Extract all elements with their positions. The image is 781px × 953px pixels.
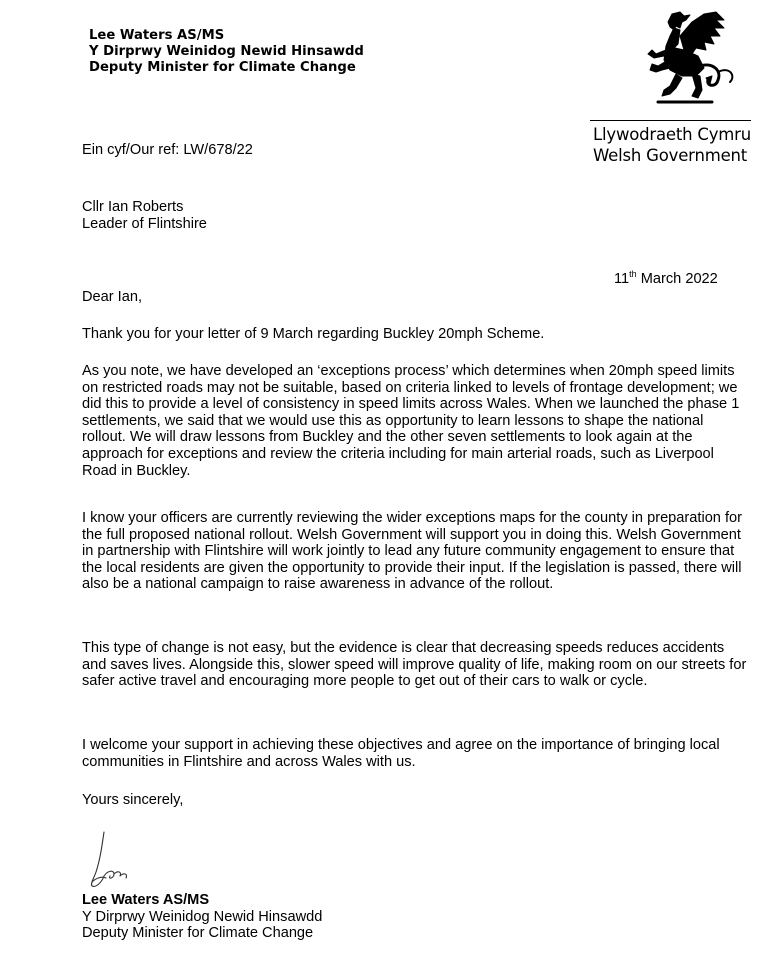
paragraph: As you note, we have developed an ‘exceptions process’ which determines when 20mph speed limits on restricted roads may not be suitable, based on criteria linked to levels of frontage development; we did this to provide a level of consistency in speed limits across Wales. When we launched the phase 1 settlements, we said that we would use this as opportunity to learn lessons to shape the national rollout. We will draw lessons from Buckley and the other seven settlements to look again at the approach for exceptions and review the criteria including for main arterial roads, such as Liverpool Road in Buckley.: [82, 363, 740, 479]
handwritten-signature: [82, 826, 184, 892]
paragraph: I welcome your support in achieving these objectives and agree on the importance of bringing local communities in Flintshire and across Wales with us.: [82, 737, 720, 770]
date-suffix: th: [629, 269, 637, 280]
signoff-title-welsh: Y Dirprwy Weinidog Newid Hinsawdd: [82, 908, 323, 925]
recipient-block: [82, 199, 207, 232]
sender-name: Lee Waters AS/MS: [89, 28, 225, 43]
logo-text: [593, 124, 751, 166]
logo-text-welsh: Llywodraeth Cymru: [593, 125, 752, 144]
logo-divider: [590, 120, 751, 121]
reference-line: Ein cyf/Our ref: LW/678/22: [82, 142, 253, 158]
welsh-government-logo: [590, 8, 760, 173]
signoff-title-english: Deputy Minister for Climate Change: [82, 925, 314, 942]
salutation: Dear Ian,: [82, 289, 143, 305]
paragraph: Thank you for your letter of 9 March regarding Buckley 20mph Scheme.: [82, 326, 545, 342]
date-month-year: March 2022: [636, 271, 718, 287]
date-day: 11: [614, 271, 630, 287]
letter-date: [614, 271, 718, 288]
paragraph: I know your officers are currently reviewing the wider exceptions maps for the county in preparation for the full proposed national rollout. Welsh Government will support you in doing this. Welsh Government in partnership with Flintshire will work jointly to lead any future community engagement to ensure that the local residents are given the opportunity to provide their input. If the legislation is passed, there will also be a national campaign to raise awareness in advance of the rollout.: [82, 510, 743, 593]
sender-title-welsh: Y Dirprwy Weinidog Newid Hinsawdd: [89, 44, 364, 59]
welsh-dragon-icon: [620, 10, 738, 114]
signoff-block: [82, 892, 322, 942]
recipient-name: Cllr Ian Roberts: [82, 199, 184, 215]
logo-text-english: Welsh Government: [593, 146, 748, 165]
paragraph: This type of change is not easy, but the evidence is clear that decreasing speeds reduces accidents and saves lives. Alongside this, slower speed will improve quality of life, making room on our streets for safer active travel and encouraging more people to get out of their cars to walk or cycle.: [82, 640, 747, 690]
sender-header: [89, 28, 364, 76]
recipient-role: Leader of Flintshire: [82, 215, 207, 232]
closing: Yours sincerely,: [82, 792, 184, 808]
sender-title-english: Deputy Minister for Climate Change: [89, 60, 356, 75]
signoff-name: Lee Waters AS/MS: [82, 892, 210, 908]
